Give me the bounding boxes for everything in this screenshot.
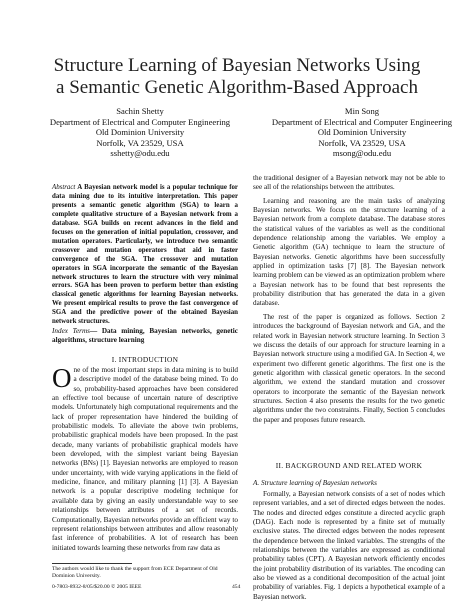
paragraph: the traditional designer of a Bayesian network may not be able to see all of the relationships between the attributes. xyxy=(253,174,445,192)
abstract-text: A Bayesian network model is a popular technique for data mining due to its intuitive interpretation. This paper presents a semantic genetic algorithm (SGA) to learn a complete qualitative structure of a Bayesian network from a database. SGA builds on recent advances in the field and focuses on the generation of initial population, crossover, and mutation operators. Particularly, we introduce two semantic crossover and mutation operators that aid in faster convergence of the SGA. The crossover and mutation operators in SGA incorporate the semantic of the Bayesian network structures to learn the structure with very minimal errors. SGA has been proven to perform better than existing classical genetic algorithms for learning Bayesian networks. We present empirical results to prove the fast convergence of SGA and the predictive power of the obtained Bayesian network structures. xyxy=(52,184,238,326)
right-column-text xyxy=(253,174,445,425)
abstract xyxy=(52,184,238,327)
author-department: Department of Electrical and Computer Engineering xyxy=(271,116,453,127)
paragraph: The rest of the paper is organized as follows. Section 2 introduces the background of Bayesian network and GA, and the related work in Bayesian network structure learning. In Section 3 we discuss the details of our approach for structure learning in a Bayesian network structure using a modified GA. In Section 4, we experiment two different genetic algorithms. The first one is the genetic algorithm with classical genetic operators. In the second algorithm, we extend the standard mutation and crossover operators to incorporate the semantic of the Bayesian network structures. Section 4 also presents the results for the two genetic algorithms under the two constraints. Finally, Section 5 concludes the paper and proposes future research. xyxy=(253,312,445,424)
author-university: Old Dominion University xyxy=(317,127,407,138)
subsection-heading: A. Structure learning of Bayesian networks xyxy=(253,479,377,487)
introduction-text xyxy=(52,363,238,553)
author-block-2 xyxy=(262,106,462,159)
author-name: Sachin Shetty xyxy=(116,106,164,116)
drop-cap: O xyxy=(52,363,72,393)
author-department: Department of Electrical and Computer Engineering xyxy=(49,116,231,127)
index-terms-label: Index Terms xyxy=(52,327,90,335)
index-terms xyxy=(52,327,238,346)
index-terms-text: — Data mining, Bayesian networks, genetic algorithms, structure learning xyxy=(52,327,238,345)
page-number: 454 xyxy=(232,584,241,590)
section-heading-introduction: I. INTRODUCTION xyxy=(111,355,179,364)
copyright-line: 0-7803-8932-8/05/$20.00 © 2005 IEEE xyxy=(52,584,142,590)
paper-title-line-1: Structure Learning of Bayesian Networks Using xyxy=(53,55,421,76)
author-email: msong@odu.edu xyxy=(332,148,392,159)
footnote-rule xyxy=(52,563,132,564)
footnote: The authors would like to thank the support from ECE Department of Old Dominion University. xyxy=(52,566,218,579)
paragraph: Learning and reasoning are the main tasks of analyzing Bayesian networks. We focus on the structure learning of a Bayesian network from a complete database. The database stores the statistical values of the variables as well as the conditional dependence relationship among the variables. We employ a Genetic algorithm (GA) technique to learn the structure of Bayesian networks. Genetic algorithms have been successfully applied in optimization tasks [7] [8]. The Bayesian network learning problem can be viewed as an optimization problem where a Bayesian network has to be found that best represents the probability distribution that has generated the data in a given database. xyxy=(253,196,445,308)
introduction-body: ne of the most important steps in data mining is to build a descriptive model of the database being mined. To do so, probability-based approaches have been considered an effective tool because of uncertain nature of descriptive models. Unfortunately high computational requirements and the lack of proper representation have hindered the building of probabilistic models. To alleviate the above twin problems, probabilistic graphical models have been proposed. In the past decade, many variants of probabilistic graphical models have been developed, with the simplest variant being Bayesian networks (BNs) [1]. Bayesian networks are employed to reason under uncertainty, with wide varying applications in the field of medicine, finance, and military planning [1] [3]. A Bayesian network is a popular descriptive modeling technique for available data by giving an easily understandable way to see relationships between attributes of a set of records. Computationally, Bayesian networks provide an efficient way to represent relationships between attributes and allow reasonably fast inference of probabilities. A lot of research has been initiated towards learning these networks from raw data as xyxy=(52,366,238,552)
author-email: sshetty@odu.edu xyxy=(110,148,170,159)
section-heading-background: II. BACKGROUND AND RELATED WORK xyxy=(275,461,423,470)
author-block-1 xyxy=(40,106,240,159)
paper-title-line-2: a Semantic Genetic Algorithm-Based Approach xyxy=(56,77,418,98)
author-address: Norfolk, VA 23529, USA xyxy=(318,137,406,148)
background-text: Formally, a Bayesian network consists of a set of nodes which represent variables, and a set of directed edges between the nodes. The nodes and directed edges constitute a directed acyclic graph (DAG). Each node is represented by a finite set of mutually exclusive states. The directed edges between the nodes represent the dependence between the linked variables. The strengths of the relationships between the variables are expressed as conditional probability tables (CPT). A Bayesian network efficiently encodes the joint probability distribution of its variables. The encoding can also be viewed as a conditional decomposition of the actual joint probability of variables. Fig. 1 depicts a hypothetical example of a Bayesian network. xyxy=(253,490,445,601)
author-university: Old Dominion University xyxy=(95,127,185,138)
author-address: Norfolk, VA 23529, USA xyxy=(96,137,184,148)
author-name: Min Song xyxy=(344,106,380,116)
abstract-label: Abstract xyxy=(52,184,76,191)
